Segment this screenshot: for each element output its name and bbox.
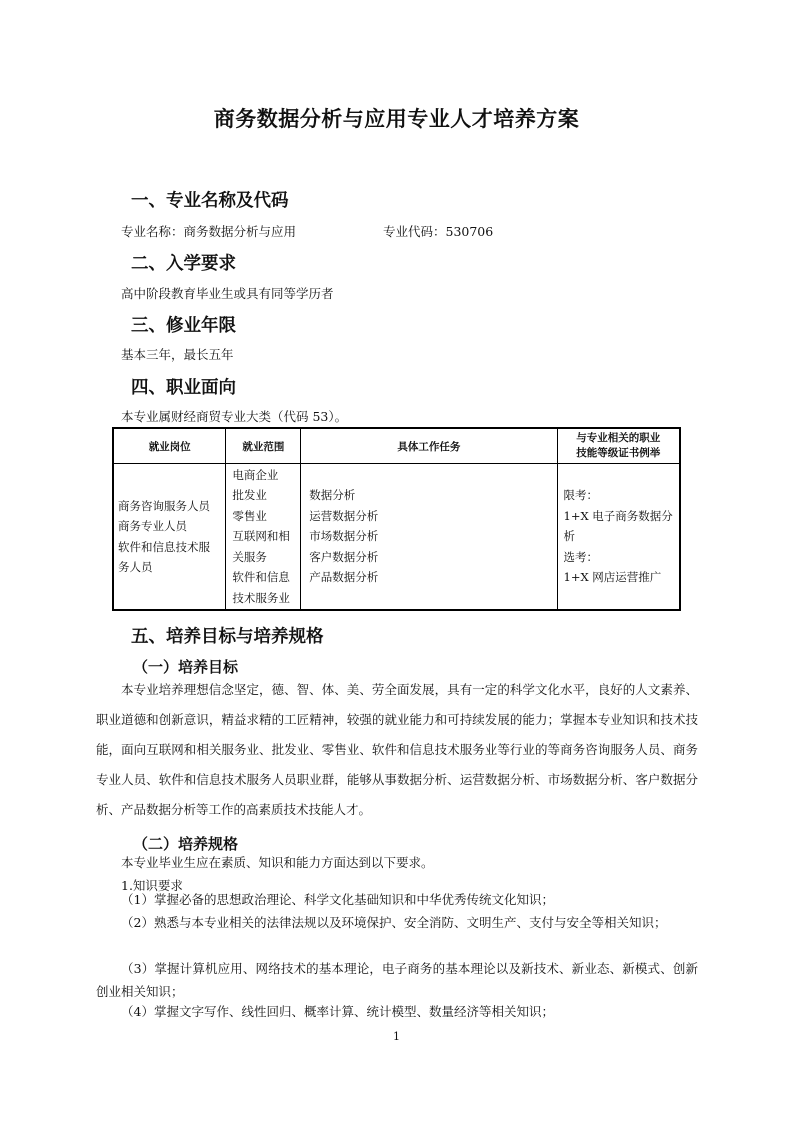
certificate-line: 析 [563,529,575,544]
section-2-heading: 二、入学要求 [131,254,236,274]
page-title: 商务数据分析与应用专业人才培养方案 [213,107,580,131]
header-scope: 就业范围 [226,428,301,464]
cell-tasks [301,464,557,611]
header-certificates [557,428,680,464]
subsection-goals-heading: （一）培养目标 [133,658,239,676]
position-line: 商务专业人员 [118,519,187,533]
certificate-line: 1+X 电子商务数据分 [563,508,673,523]
knowledge-heading: 1.知识要求 [121,878,183,893]
certificate-line: 1+X 网店运营推广 [563,570,662,585]
table-header-row [113,428,680,464]
scope-line: 软件和信息 [232,570,290,585]
section-4-heading: 四、职业面向 [131,378,236,398]
section-5-heading: 五、培养目标与培养规格 [131,627,324,647]
admission-text: 高中阶段教育毕业生或具有同等学历者 [121,286,334,301]
scope-line: 零售业 [232,508,267,523]
cell-positions [113,464,226,611]
career-table [112,427,681,611]
task-line: 运营数据分析 [309,508,379,523]
task-line: 数据分析 [309,488,356,503]
position-line: 务人员 [118,560,153,574]
category-intro: 本专业属财经商贸专业大类（代码 53）。 [121,409,348,424]
header-tasks: 具体工作任务 [301,428,557,464]
scope-line: 电商企业 [232,467,279,482]
cell-scope [226,464,301,611]
task-line: 产品数据分析 [309,570,379,585]
specs-intro: 本专业毕业生应在素质、知识和能力方面达到以下要求。 [121,855,434,870]
table-row [113,464,680,611]
knowledge-item-4: （4）掌握文字写作、线性回归、概率计算、统计模型、数量经济等相关知识； [121,1004,554,1019]
certificate-line: 限考： [563,488,598,503]
task-line: 市场数据分析 [309,529,379,544]
scope-line: 批发业 [232,488,267,503]
certificate-line: 选考： [563,549,598,564]
task-line: 客户数据分析 [309,549,379,564]
major-code: 专业代码：530706 [383,224,494,239]
section-3-heading: 三、修业年限 [131,316,236,336]
section-1-heading: 一、专业名称及代码 [131,191,289,211]
page-number: 1 [393,1030,400,1043]
subsection-specs-heading: （二）培养规格 [133,835,239,853]
cell-certificates [557,464,680,611]
knowledge-item-1: （1）掌握必备的思想政治理论、科学文化基础知识和中华优秀传统文化知识； [121,892,554,907]
knowledge-item-3: （3）掌握计算机应用、网络技术的基本理论，电子商务的基本理论以及新技术、新业态、新模式、创新创业相关知识； [96,961,698,999]
header-cert-line-2: 技能等级证书例举 [576,447,661,459]
scope-line: 技术服务业 [232,590,290,605]
header-position: 就业岗位 [113,428,226,464]
position-line: 商务咨询服务人员 [118,498,210,513]
scope-line: 互联网和相 [232,529,290,544]
header-cert-line-1: 与专业相关的职业 [576,432,661,444]
major-name: 专业名称：商务数据分析与应用 [121,224,297,239]
goal-paragraph: 本专业培养理想信念坚定，德、智、体、美、劳全面发展，具有一定的科学文化水平，良好的人文素养、职业道德和创新意识，精益求精的工匠精神，较强的就业能力和可持续发展的能力；掌握本专业知识和技术技能，面向互联网和相关服务业、批发业、零售业、软件和信息技术服务业等行业的等商务咨询服务人员、商务专业人员、软件和信息技术服务人员职业群，能够从事数据分析、运营数据分析、市场数据分析、客户数据分析、产品数据分析等工作的高素质技术技能人才。 [96,682,698,817]
scope-line: 关服务 [232,549,267,564]
position-line: 软件和信息技术服 [118,539,210,554]
knowledge-item-2: （2）熟悉与本专业相关的法律法规以及环境保护、安全消防、文明生产、支付与安全等相关知识； [121,915,667,930]
duration-text: 基本三年，最长五年 [121,347,234,362]
